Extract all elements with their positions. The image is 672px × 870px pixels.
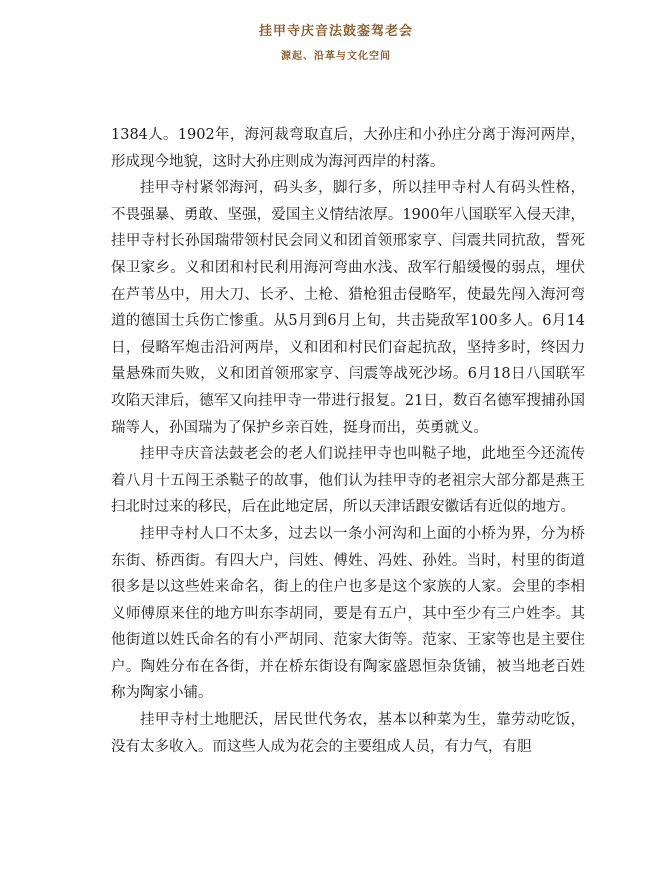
running-header [0,22,672,65]
header-subtitle: 源起、沿革与文化空间 [281,51,391,62]
body-text [111,122,585,760]
paragraph-continued: 1384人。1902年，海河裁弯取直后，大孙庄和小孙庄分离于海河两岸，形成现今地貌，这时大孙庄则成为海河西岸的村落。 [111,127,585,170]
header-title: 挂甲寺庆音法鼓銮驾老会 [258,24,413,39]
paragraph-village-streets: 挂甲寺村人口不太多，过去以一条小河沟和上面的小桥为界，分为桥东街、桥西街。有四大户，闫姓、傅姓、冯姓、孙姓。当时，村里的街道很多是以这些姓来命名，街上的住户也多是这个家族的人家。会里的李相义师傅原来住的地方叫东李胡同，要是有五户，其中至少有三户姓李。其他街道以姓氏命名的有小严胡同、范家大街等。范家、王家等也是主要住户。陶姓分布在各街，并在桥东街设有陶家盛恩恒杂货铺，被当地老百姓称为陶家小铺。 [111,525,585,702]
paragraph-boxer-resistance: 挂甲寺村紧邻海河，码头多，脚行多，所以挂甲寺村人有码头性格，不畏强暴、勇敢、坚强，爱国主义情结浓厚。1900年八国联军入侵天津，挂甲寺村长孙国瑞带领村民会同义和团首领邢家亨、闫震共同抗敌，誓死保卫家乡。义和团和村民利用海河弯曲水浅、敌军行船缓慢的弱点，埋伏在芦苇丛中，用大刀、长矛、土枪、猎枪狙击侵略军，使最先闯入海河弯道的德国士兵伤亡惨重。从5月到6月上旬，共击毙敌军100多人。6月14日，侵略军炮击沿河两岸，义和团和村民们奋起抗敌，坚持多时，终因力量悬殊而失败，义和团首领邢家亨、闫震等战死沙场。6月18日八国联军攻陷天津后，德军又向挂甲寺一带进行报复。21日，数百名德军搜捕孙国瑞等人，孙国瑞为了保护乡亲百姓，挺身而出，英勇就义。 [111,180,585,436]
paragraph-dazidi-origin: 挂甲寺庆音法鼓老会的老人们说挂甲寺也叫鞑子地，此地至今还流传着八月十五闯王杀鞑子的故事，他们认为挂甲寺的老祖宗大部分都是燕王扫北时过来的移民，后在此地定居，所以天津话跟安徽话有近似的地方。 [111,446,585,516]
paragraph-farming-life: 挂甲寺村土地肥沃，居民世代务农，基本以种菜为生，靠劳动吃饭，没有太多收入。而这些人成为花会的主要组成人员，有力气，有胆 [111,712,585,755]
